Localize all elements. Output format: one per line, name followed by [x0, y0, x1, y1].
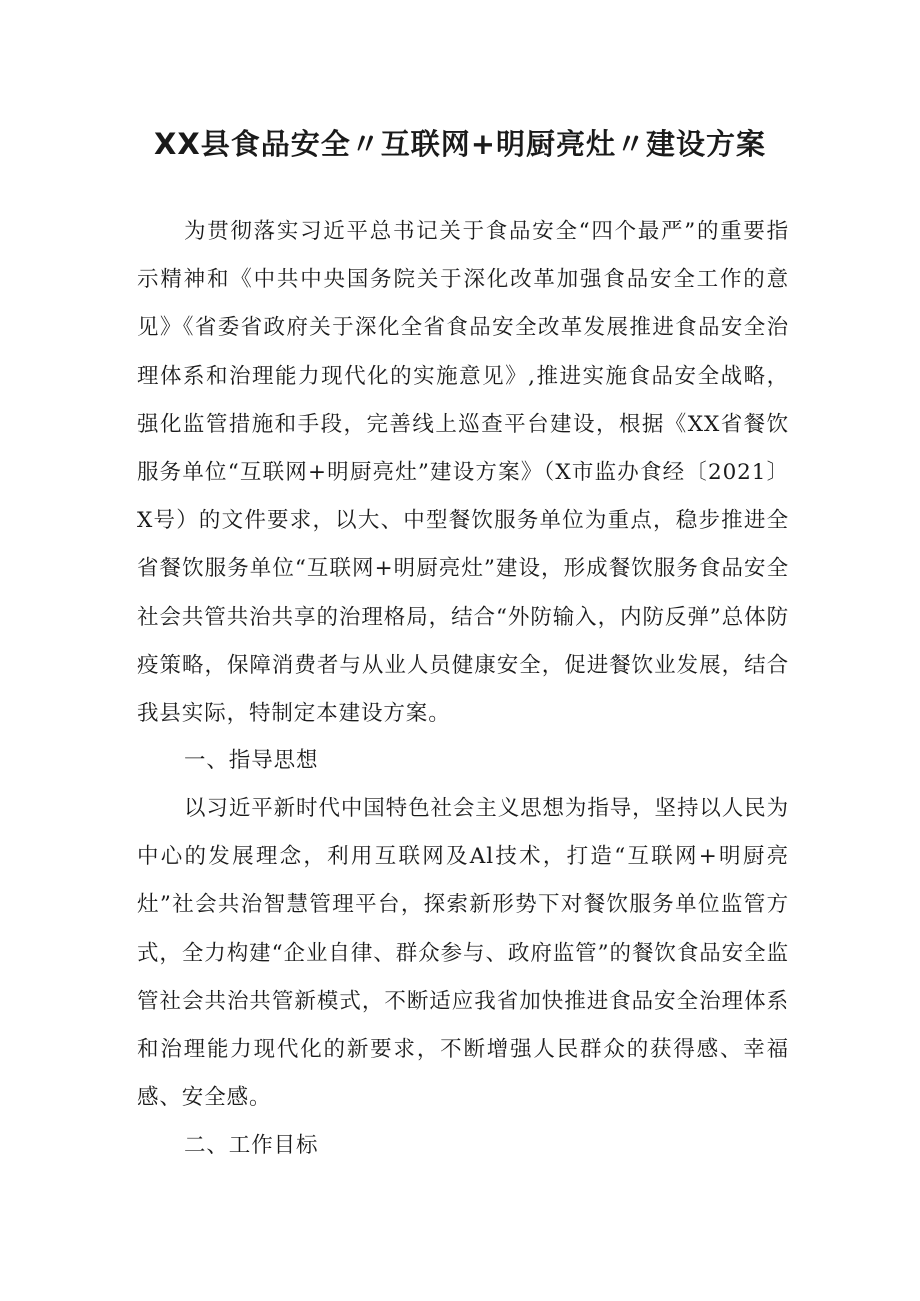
guiding-ideology-paragraph: 以习近平新时代中国特色社会主义思想为指导，坚持以人民为中心的发展理念，利用互联网及Al技术，打造“互联网+明厨亮灶”社会共治智慧管理平台，探索新形势下对餐饮服务单位监管方式，全力构建“企业自律、群众参与、政府监管”的餐饮食品安全监管社会共治共管新模式，不断适应我省加快推进食品安全治理体系和治理能力现代化的新要求，不断增强人民群众的获得感、幸福感、安全感。 — [137, 796, 789, 1111]
document-title: XX县食品安全〃互联网+明厨亮灶〃建设方案 — [153, 127, 767, 161]
section-heading-work-goals: 二、工作目标 — [184, 1133, 319, 1158]
section-heading-guiding-ideology: 一、指导思想 — [184, 748, 319, 773]
intro-paragraph: 为贯彻落实习近平总书记关于食品安全“四个最严”的重要指示精神和《中共中央国务院关于深化改革加强食品安全工作的意见》《省委省政府关于深化全省食品安全改革发展推进食品安全治理体系和治理能力现代化的实施意见》,推进实施食品安全战略，强化监管措施和手段，完善线上巡查平台建设，根据《XX省餐饮服务单位“互联网+明厨亮灶”建设方案》（X市监办食经〔2021〕X号）的文件要求，以大、中型餐饮服务单位为重点，稳步推进全省餐饮服务单位“互联网+明厨亮灶”建设，形成餐饮服务食品安全社会共管共治共享的治理格局，结合“外防输入，内防反弹”总体防疫策略，保障消费者与从业人员健康安全，促进餐饮业发展，结合我县实际，特制定本建设方案。 — [137, 219, 789, 727]
